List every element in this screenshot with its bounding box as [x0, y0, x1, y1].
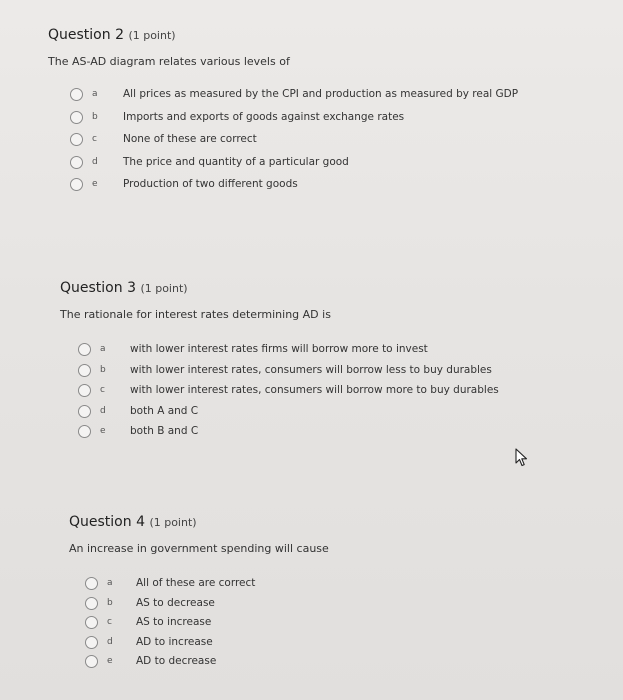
- question-title: [69, 514, 609, 530]
- option-label[interactable]: Imports and exports of goods against exchange rates: [123, 110, 405, 123]
- radio-button-e[interactable]: [78, 425, 91, 438]
- question-3: [60, 280, 610, 446]
- option-a[interactable]: [70, 88, 608, 111]
- radio-button-a[interactable]: [70, 88, 83, 101]
- question-4: [69, 514, 609, 675]
- option-label[interactable]: with lower interest rates, consumers will borrow more to buy durables: [130, 384, 499, 396]
- radio-button-a[interactable]: [78, 343, 91, 356]
- option-letter: e: [92, 179, 98, 189]
- option-a[interactable]: [78, 343, 610, 364]
- question-prompt: An increase in government spending will cause: [69, 542, 329, 555]
- radio-button-d[interactable]: [85, 636, 98, 649]
- option-letter: e: [100, 426, 106, 436]
- radio-button-a[interactable]: [85, 577, 98, 590]
- question-title: [48, 27, 608, 43]
- option-label[interactable]: All prices as measured by the CPI and production as measured by real GDP: [123, 88, 519, 100]
- radio-button-b[interactable]: [78, 364, 91, 377]
- radio-button-b[interactable]: [85, 597, 98, 610]
- option-d[interactable]: [85, 636, 609, 656]
- option-letter: a: [100, 344, 106, 354]
- question-title: [60, 280, 610, 296]
- option-label[interactable]: The price and quantity of a particular good: [123, 155, 349, 168]
- option-b[interactable]: [85, 597, 609, 617]
- option-c[interactable]: [85, 616, 609, 636]
- option-b[interactable]: [70, 111, 608, 134]
- radio-button-d[interactable]: [70, 156, 83, 169]
- option-label[interactable]: AD to decrease: [136, 655, 217, 667]
- option-letter: a: [107, 578, 113, 588]
- option-a[interactable]: [85, 577, 609, 597]
- radio-button-e[interactable]: [85, 655, 98, 668]
- radio-button-c[interactable]: [70, 133, 83, 146]
- option-letter: e: [107, 656, 113, 666]
- options-list: [70, 88, 608, 201]
- options-list: [85, 577, 609, 675]
- option-e[interactable]: [85, 655, 609, 675]
- option-letter: b: [100, 364, 106, 375]
- radio-button-c[interactable]: [85, 616, 98, 629]
- question-2: [48, 27, 608, 201]
- question-number: Question 4: [69, 514, 145, 530]
- option-label[interactable]: All of these are correct: [136, 577, 256, 589]
- option-d[interactable]: [70, 156, 608, 179]
- mouse-pointer-icon: [515, 448, 529, 472]
- radio-button-d[interactable]: [78, 405, 91, 418]
- question-points: (1 point): [140, 282, 188, 295]
- option-label[interactable]: AD to increase: [136, 635, 213, 648]
- radio-button-e[interactable]: [70, 178, 83, 191]
- option-label[interactable]: both B and C: [130, 425, 199, 437]
- question-points: (1 point): [149, 516, 197, 529]
- option-label[interactable]: with lower interest rates, consumers will borrow less to buy durables: [130, 363, 492, 376]
- radio-button-b[interactable]: [70, 111, 83, 124]
- question-number: Question 3: [60, 280, 136, 296]
- option-letter: d: [100, 405, 106, 416]
- option-e[interactable]: [78, 425, 610, 446]
- option-c[interactable]: [70, 133, 608, 156]
- question-prompt: The AS-AD diagram relates various levels of: [48, 55, 290, 68]
- option-label[interactable]: AS to increase: [136, 616, 212, 628]
- option-letter: b: [107, 597, 113, 608]
- option-letter: b: [92, 111, 98, 122]
- option-letter: d: [107, 636, 113, 647]
- option-c[interactable]: [78, 384, 610, 405]
- option-letter: c: [100, 385, 105, 395]
- option-label[interactable]: both A and C: [130, 404, 199, 417]
- option-d[interactable]: [78, 405, 610, 426]
- options-list: [78, 343, 610, 446]
- option-label[interactable]: Production of two different goods: [123, 178, 298, 190]
- option-label[interactable]: with lower interest rates firms will borrow more to invest: [130, 343, 428, 355]
- option-b[interactable]: [78, 364, 610, 385]
- option-letter: a: [92, 89, 98, 99]
- option-letter: d: [92, 156, 98, 167]
- question-prompt: The rationale for interest rates determining AD is: [60, 308, 331, 321]
- radio-button-c[interactable]: [78, 384, 91, 397]
- option-label[interactable]: None of these are correct: [123, 133, 257, 145]
- option-e[interactable]: [70, 178, 608, 201]
- option-letter: c: [92, 134, 97, 144]
- option-letter: c: [107, 617, 112, 627]
- option-label[interactable]: AS to decrease: [136, 596, 215, 609]
- question-points: (1 point): [128, 29, 176, 42]
- question-number: Question 2: [48, 27, 124, 43]
